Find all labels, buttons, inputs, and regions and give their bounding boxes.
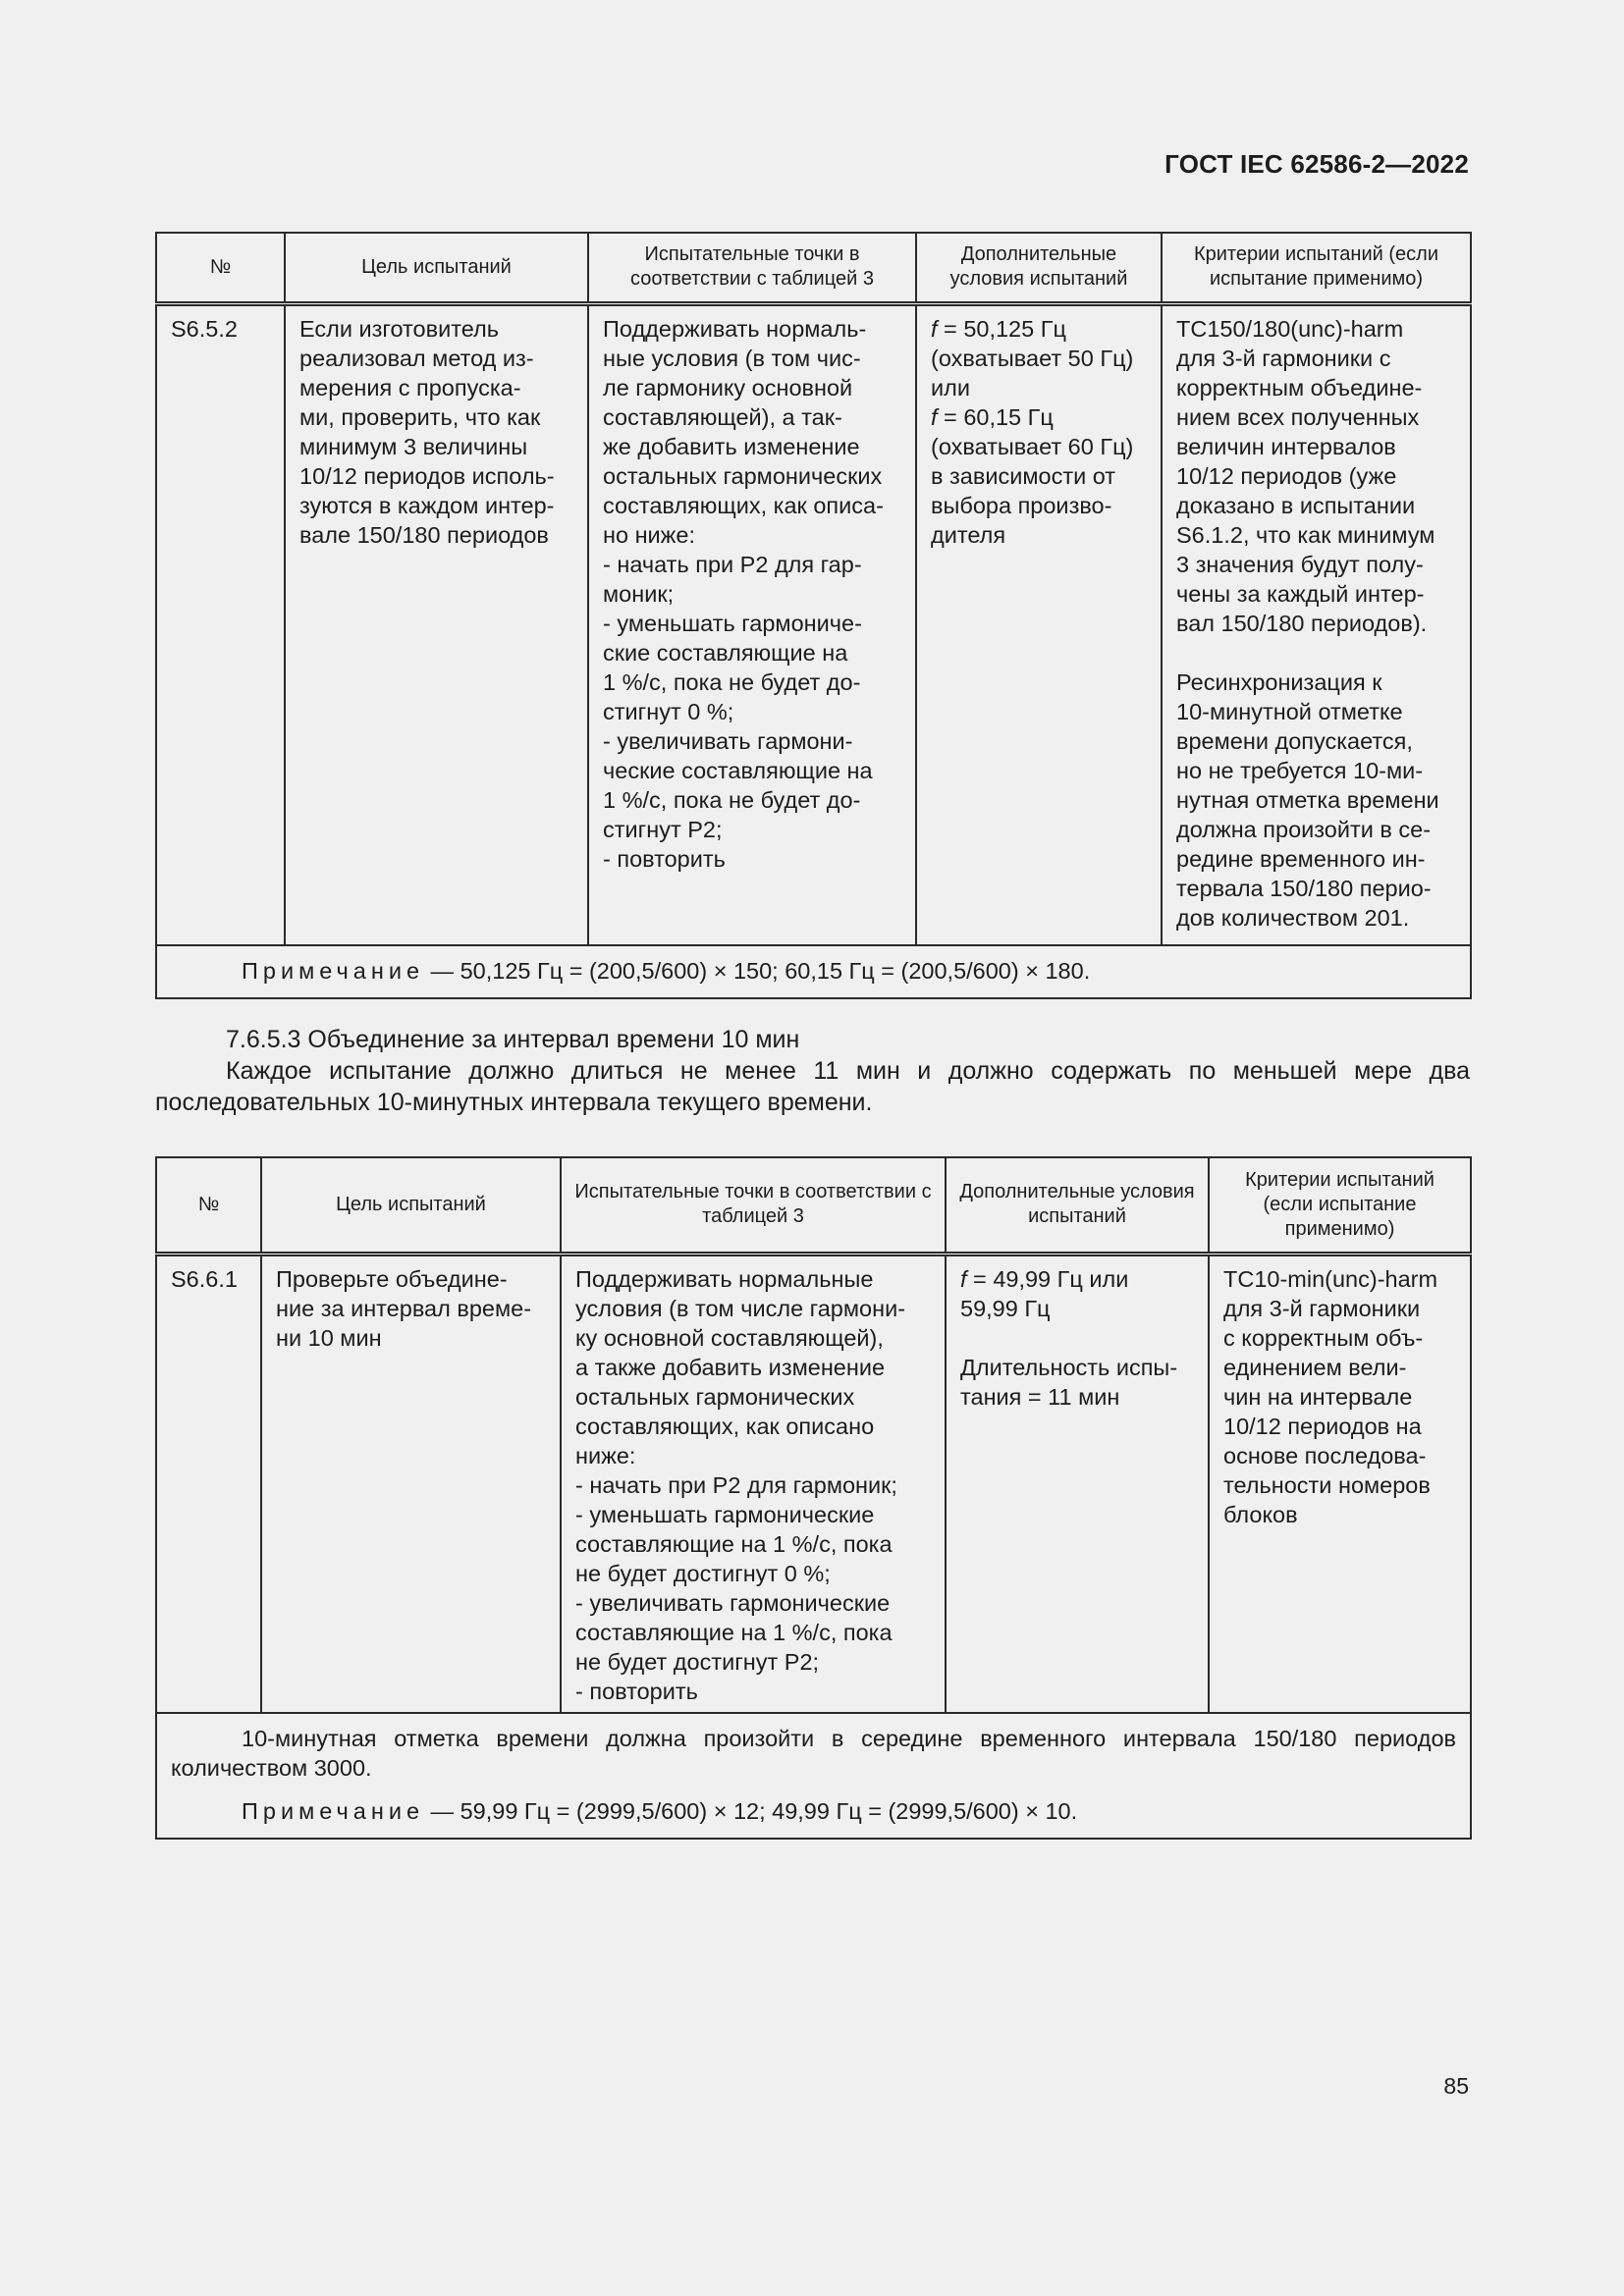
cell-line: не будет достигнут 0 %; — [575, 1560, 831, 1586]
cell-line: нутная отметка времени — [1176, 786, 1439, 813]
cell-line: Проверьте объедине- — [276, 1265, 508, 1292]
cell-line: доказано в испытании — [1176, 492, 1416, 518]
cell-line — [931, 432, 1147, 461]
col-header-criteria: Критерии испытаний (если испытание применимо) — [1209, 1157, 1471, 1254]
cell-line: - уменьшать гармонические — [575, 1501, 875, 1527]
cell-line: составляющих, как описа- — [603, 492, 884, 518]
cell-line — [931, 491, 1147, 520]
cell-line: составляющие на 1 %/с, пока — [575, 1530, 893, 1557]
cell-line — [931, 344, 1147, 373]
cell-line: редине временного ин- — [1176, 845, 1426, 872]
table-note — [156, 945, 1471, 998]
cell-line-text: 59,99 Гц — [960, 1295, 1051, 1321]
cell-line-text: в зависимости от — [931, 462, 1116, 489]
cell-line: вале 150/180 периодов — [299, 521, 549, 548]
cell-line: ле гармонику основной — [603, 374, 853, 400]
page-number: 85 — [1443, 2073, 1469, 2099]
cell-line: минимум 3 величины — [299, 433, 528, 459]
cell-line — [960, 1264, 1194, 1294]
cell-line: составляющих, как описано — [575, 1413, 875, 1439]
cell-line: вал 150/180 периодов). — [1176, 610, 1428, 636]
cell-test-conditions — [916, 303, 1162, 945]
cell-line: S6.1.2, что как минимум — [1176, 521, 1435, 548]
cell-test-points — [588, 303, 916, 945]
cell-line-text: выбора произво- — [931, 492, 1112, 518]
col-header-number: № — [156, 1157, 261, 1254]
col-header-goal: Цель испытаний — [261, 1157, 561, 1254]
test-table-s6-6-1 — [155, 1156, 1472, 1840]
col-header-goal: Цель испытаний — [285, 233, 588, 303]
cell-line: TC150/180(unc)-harm — [1176, 315, 1404, 342]
cell-line: тания = 11 мин — [960, 1383, 1120, 1410]
cell-line: ку основной составляющей), — [575, 1324, 884, 1351]
cell-line — [931, 314, 1147, 344]
cell-line: но не требуется 10-ми- — [1176, 757, 1424, 783]
cell-test-goal — [261, 1254, 561, 1713]
document-code: ГОСТ IEC 62586-2—2022 — [1164, 149, 1469, 179]
cell-line-text: = 50,125 Гц — [937, 315, 1066, 342]
note-label: Примечание — [242, 1798, 425, 1824]
cell-line: - начать при P2 для гар- — [603, 551, 862, 577]
cell-line: ние за интервал време- — [276, 1295, 532, 1321]
cell-line: Если изготовитель — [299, 315, 499, 342]
col-header-criteria: Критерии испытаний (если испытание применимо) — [1162, 233, 1471, 303]
cell-line: чены за каждый интер- — [1176, 580, 1425, 607]
cell-line-text: или — [931, 374, 970, 400]
cell-line-text: = 60,15 Гц — [937, 403, 1054, 430]
cell-line: нием всех полученных — [1176, 403, 1420, 430]
cell-line-text: = 49,99 Гц или — [966, 1265, 1129, 1292]
note-paragraph: 10-минутная отметка времени должна произойти в середине временного интервала 150/180 периодов количеством 3000. — [171, 1726, 1456, 1781]
cell-line: 10/12 периодов на — [1223, 1413, 1422, 1439]
col-header-test-points: Испытательные точки в соответствии с таблицей 3 — [561, 1157, 946, 1254]
cell-line: ни 10 мин — [276, 1324, 382, 1351]
table-note-row — [156, 945, 1471, 998]
cell-line: зуются в каждом интер- — [299, 492, 555, 518]
cell-line: ческие составляющие на — [603, 757, 873, 783]
cell-line: реализовал метод из- — [299, 345, 534, 371]
cell-test-number: S6.5.2 — [156, 303, 285, 945]
cell-line: для 3-й гармоники с — [1176, 345, 1391, 371]
cell-line: Ресинхронизация к — [1176, 668, 1382, 695]
cell-line: TC10-min(unc)-harm — [1223, 1265, 1438, 1292]
cell-line: стигнут P2; — [603, 816, 723, 842]
frequency-symbol: f — [931, 403, 938, 430]
frequency-symbol: f — [960, 1265, 967, 1292]
cell-line: 3 значения будут полу- — [1176, 551, 1424, 577]
cell-test-number: S6.6.1 — [156, 1254, 261, 1713]
cell-line: времени допускается, — [1176, 727, 1413, 754]
cell-line: составляющей), а так- — [603, 403, 842, 430]
cell-test-points — [561, 1254, 946, 1713]
table-note-row — [156, 1713, 1471, 1839]
cell-line: должна произойти в се- — [1176, 816, 1432, 842]
cell-line — [931, 520, 1147, 550]
cell-line: составляющие на 1 %/с, пока — [575, 1619, 893, 1645]
cell-line: ные условия (в том чис- — [603, 345, 861, 371]
cell-line: 10/12 периодов исполь- — [299, 462, 555, 489]
cell-test-conditions — [946, 1254, 1209, 1713]
cell-line: - уменьшать гармониче- — [603, 610, 862, 636]
section-heading: 7.6.5.3 Объединение за интервал времени 10 мин — [226, 1026, 800, 1053]
frequency-symbol: f — [931, 315, 938, 342]
cell-line: блоков — [1223, 1501, 1298, 1527]
cell-line: с корректным объ- — [1223, 1324, 1424, 1351]
cell-line: ниже: — [575, 1442, 636, 1468]
cell-line: 1 %/с, пока не будет до- — [603, 786, 861, 813]
cell-line: - повторить — [575, 1678, 698, 1704]
cell-line — [960, 1294, 1194, 1323]
col-header-test-points: Испытательные точки в соответствии с таблицей 3 — [588, 233, 916, 303]
cell-line: дов количеством 201. — [1176, 904, 1410, 931]
cell-line: 10-минутной отметке — [1176, 698, 1403, 724]
table-row — [156, 303, 1471, 945]
cell-line: - повторить — [603, 845, 726, 872]
conditions-paragraph-2 — [960, 1353, 1194, 1412]
cell-line: стигнут 0 %; — [603, 698, 734, 724]
cell-line: ские составляющие на — [603, 639, 848, 666]
criteria-paragraph-2 — [1176, 667, 1456, 933]
col-header-conditions: Дополнительные условия испытаний — [946, 1157, 1209, 1254]
cell-line: - увеличивать гармонические — [575, 1589, 891, 1616]
criteria-paragraph-1 — [1176, 314, 1456, 638]
conditions-paragraph-1 — [960, 1264, 1194, 1323]
cell-line: Поддерживать нормаль- — [603, 315, 867, 342]
cell-test-goal — [285, 303, 588, 945]
cell-line — [931, 402, 1147, 432]
cell-line: Длительность испы- — [960, 1354, 1178, 1380]
cell-line: моник; — [603, 580, 675, 607]
cell-test-criteria — [1209, 1254, 1471, 1713]
table-header-row — [156, 1157, 1471, 1254]
table-header-row — [156, 233, 1471, 303]
cell-line: мерения с пропуска- — [299, 374, 521, 400]
cell-line: основе последова- — [1223, 1442, 1427, 1468]
cell-line — [931, 373, 1147, 402]
cell-line: корректным объедине- — [1176, 374, 1423, 400]
cell-line: Поддерживать нормальные — [575, 1265, 874, 1292]
table-note — [156, 1713, 1471, 1839]
cell-line: 10/12 периодов (уже — [1176, 462, 1397, 489]
cell-line: же добавить изменение — [603, 433, 860, 459]
cell-line-text: (охватывает 50 Гц) — [931, 345, 1134, 371]
cell-line: условия (в том числе гармони- — [575, 1295, 906, 1321]
cell-line: тервала 150/180 перио- — [1176, 875, 1432, 901]
cell-line-text: дителя — [931, 521, 1006, 548]
cell-line: чин на интервале — [1223, 1383, 1413, 1410]
cell-line: тельности номеров — [1223, 1471, 1431, 1498]
cell-line-text: (охватывает 60 Гц) — [931, 433, 1134, 459]
test-table-s6-5-2 — [155, 232, 1472, 999]
cell-line: - увеличивать гармони- — [603, 727, 853, 754]
cell-test-criteria — [1162, 303, 1471, 945]
note-text: — 50,125 Гц = (200,5/600) × 150; 60,15 Гц = (200,5/600) × 180. — [424, 958, 1091, 984]
cell-line: ми, проверить, что как — [299, 403, 541, 430]
table-row — [156, 1254, 1471, 1713]
cell-line: но ниже: — [603, 521, 695, 548]
cell-line — [931, 461, 1147, 491]
cell-line: единением вели- — [1223, 1354, 1407, 1380]
note-label: Примечание — [242, 958, 425, 984]
cell-line: величин интервалов — [1176, 433, 1396, 459]
col-header-number: № — [156, 233, 285, 303]
cell-line: для 3-й гармоники — [1223, 1295, 1421, 1321]
cell-line: остальных гармонических — [575, 1383, 855, 1410]
section-paragraph: Каждое испытание должно длиться не менее 11 мин и должно содержать по меньшей мере два последовательных 10-минутных интервала текущего времени. — [155, 1057, 1470, 1116]
cell-line: а также добавить изменение — [575, 1354, 886, 1380]
cell-line: 1 %/с, пока не будет до- — [603, 668, 861, 695]
col-header-conditions: Дополнительные условия испытаний — [916, 233, 1162, 303]
cell-line: - начать при P2 для гармоник; — [575, 1471, 897, 1498]
cell-line: не будет достигнут P2; — [575, 1648, 820, 1675]
cell-line: остальных гармонических — [603, 462, 883, 489]
note-text: — 59,99 Гц = (2999,5/600) × 12; 49,99 Гц = (2999,5/600) × 10. — [424, 1798, 1078, 1824]
